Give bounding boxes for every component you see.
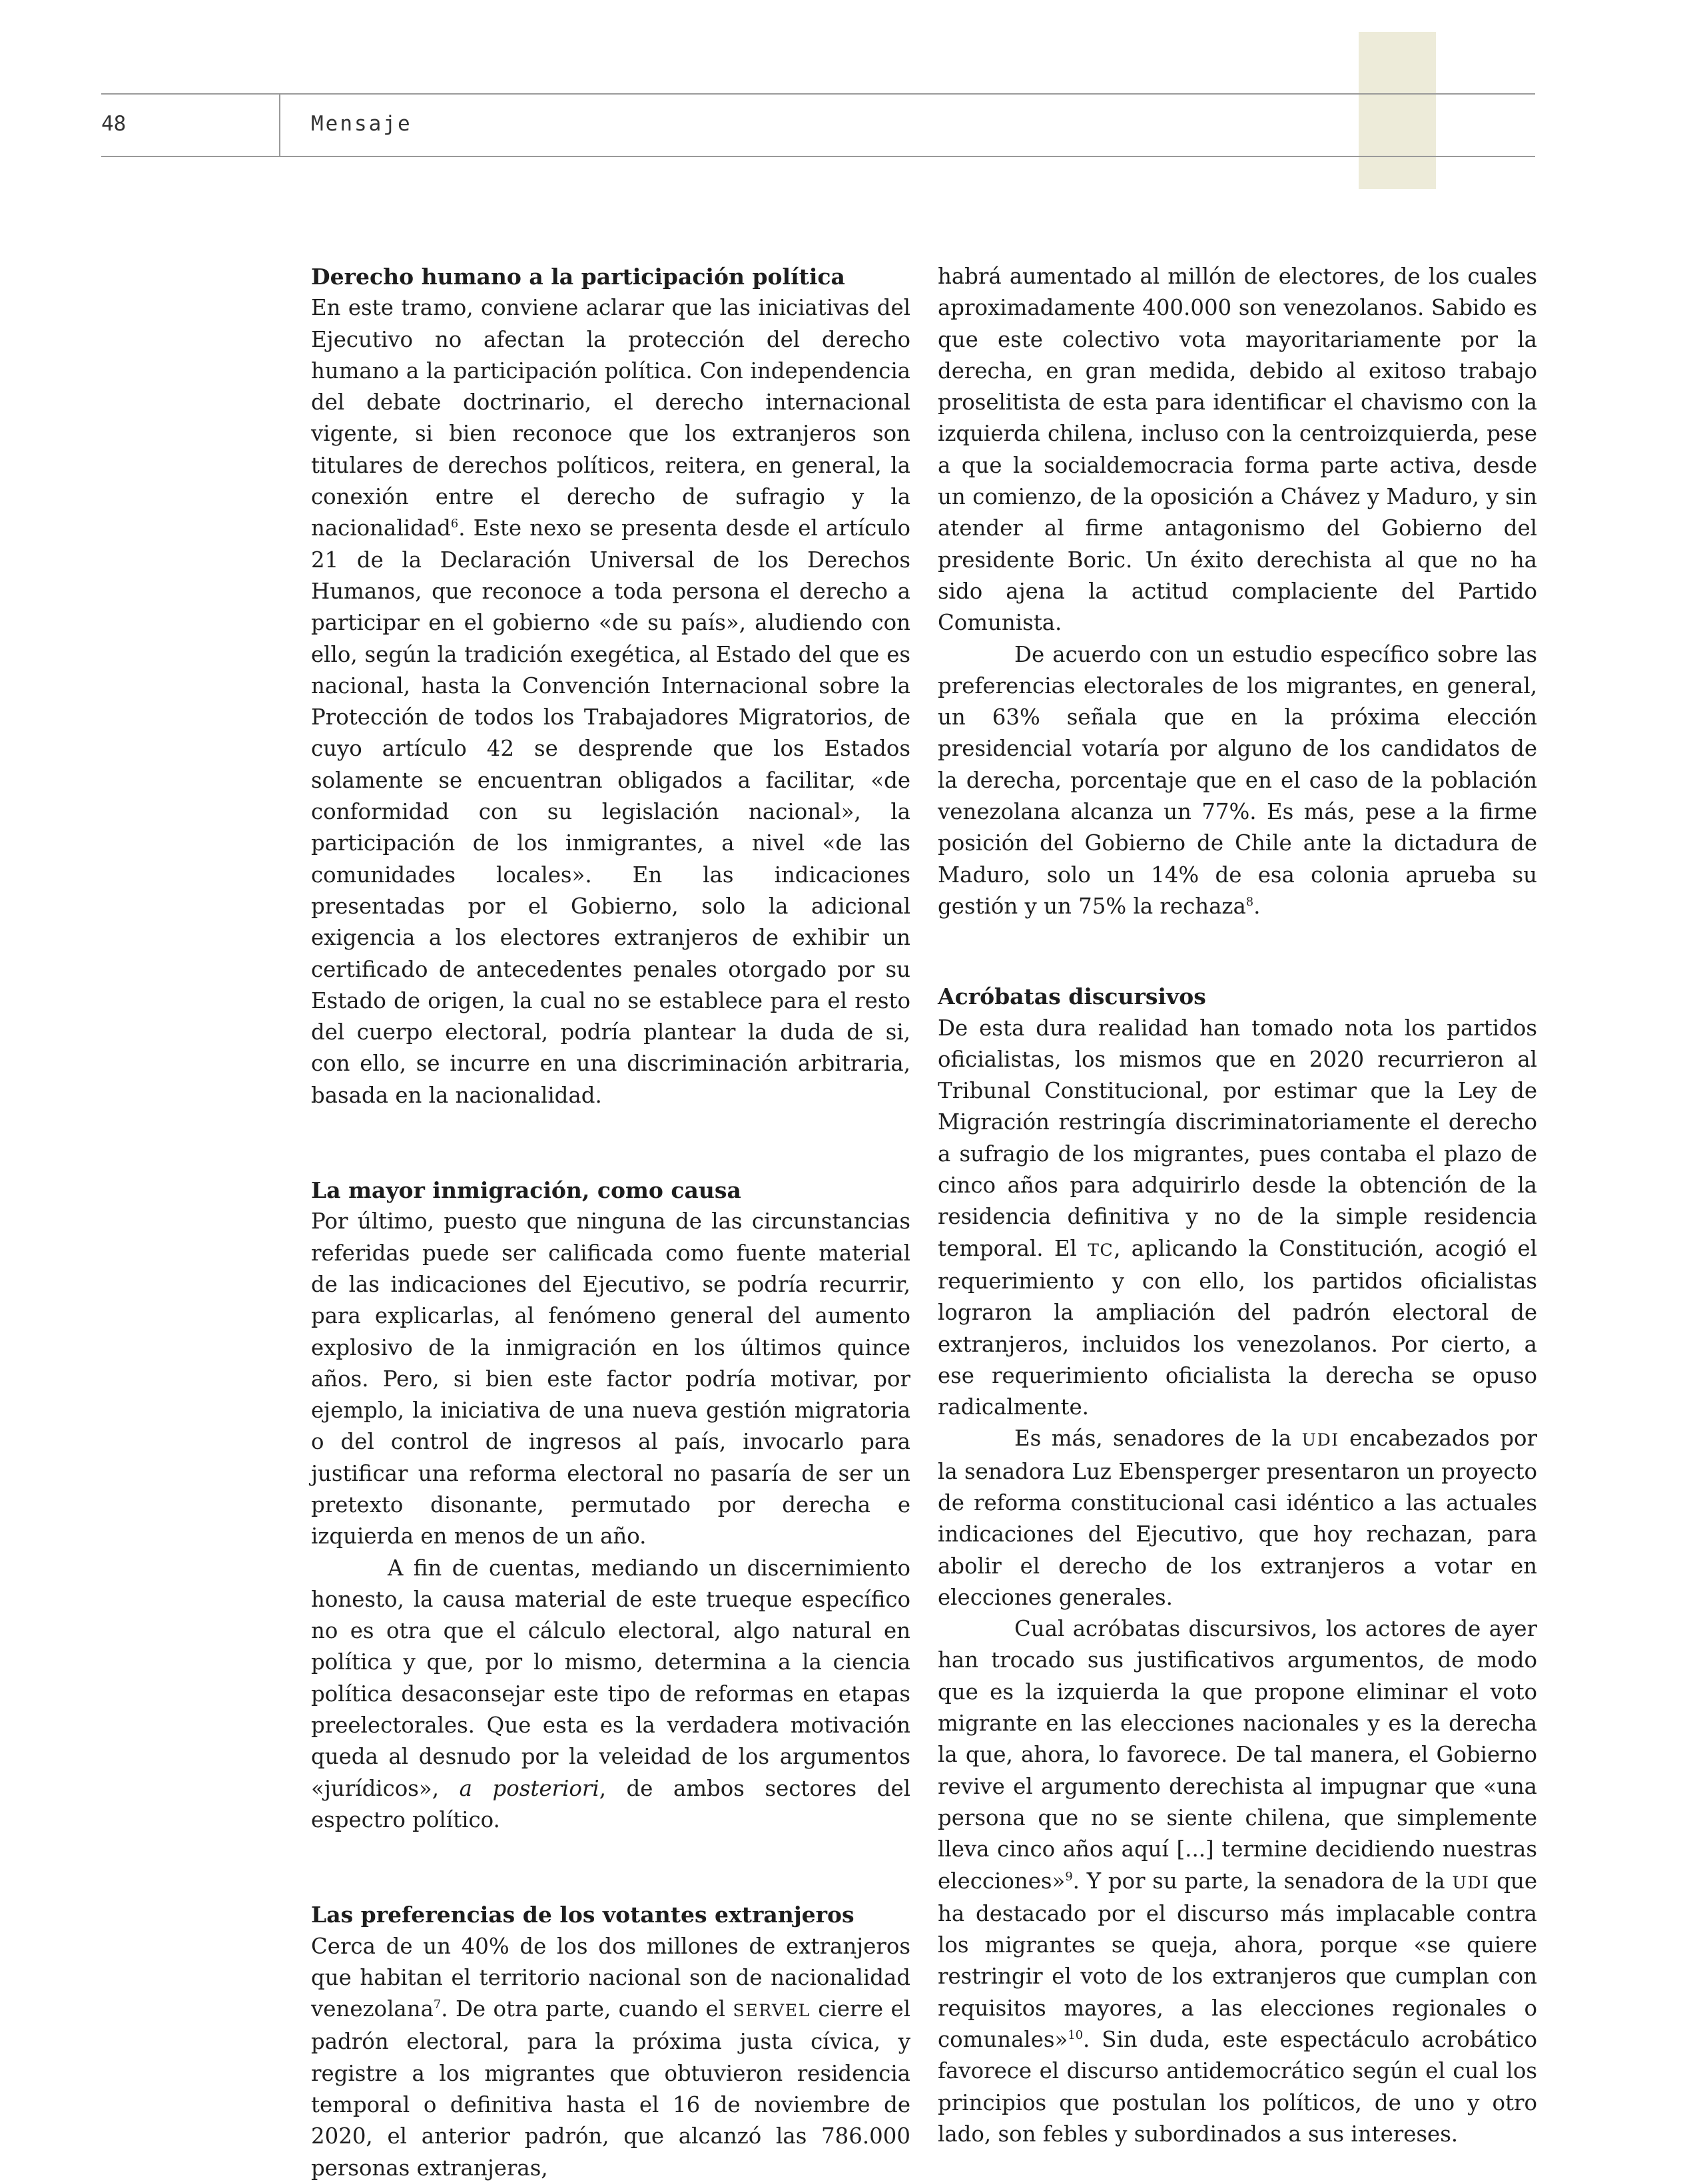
paragraph: De acuerdo con un estudio específico sobre las preferencias electorales de los migrantes, en general, un 63% señala que en la próxima elección presidencial votaría por alguno de los candidatos de la derecha, porcentaje que en el caso de la población venezolana alcanza un 77%. Es más, pese a la firme posición del Gobierno de Chile ante la dictadura de Maduro, solo un 14% de esa colonia aprueba su gestión y un 75% la rechaza$^8$.	[938, 641, 1537, 919]
heading-acrobatas-discursivos: Acróbatas discursivos	[938, 983, 1206, 1010]
section-gap	[311, 1111, 910, 1175]
footnote-ref-9[interactable]: 9	[1065, 1869, 1073, 1884]
running-header: Mensaje	[311, 112, 412, 136]
page-number: 48	[101, 112, 127, 136]
header-rule-top	[101, 93, 1535, 95]
left-column	[311, 261, 910, 2184]
section-gap	[311, 1836, 910, 1899]
header-divider	[279, 93, 280, 157]
paragraph: De esta dura realidad han tomado nota los partidos oficialistas, los mismos que en 2020 recurrieron al Tribunal Constitucional, por estimar que la Ley de Migración restringía discriminatoriamente el derecho a sufragio de los migrantes, pues contaba el plazo de cinco años para adquirirlo desde la obtención de la residencia definitiva y no de la simple residencia temporal. El TC, aplicando la Constitución, acogió el requerimiento y con ello, los partidos oficialistas lograron la ampliación del padrón electoral de extranjeros, incluidos los venezolanos. Por cierto, a ese requerimiento oficialista la derecha se opuso radicalmente.	[938, 1015, 1537, 1420]
header-rule-bottom	[101, 156, 1535, 157]
paragraph: habrá aumentado al millón de electores, de los cuales aproximadamente 400.000 son venezolanos. Sabido es que este colectivo vota mayoritariamente por la derecha, en gran medida, debido al exitoso trabajo proselitista de esta para identificar el chavismo con la izquierda chilena, incluso con la centroizquierda, pese a que la socialdemocracia forma parte activa, desde un comienzo, de la oposición a Chávez y Maduro, y sin atender al firme antagonismo del Gobierno del presidente Boric. Un éxito derechista al que no ha sido ajena la actitud complaciente del Partido Comunista.	[938, 264, 1537, 636]
heading-mayor-inmigracion: La mayor inmigración, como causa	[311, 1177, 741, 1204]
paragraph: Cerca de un 40% de los dos millones de extranjeros que habitan el territorio nacional son de nacionalidad venezolana$^7$. De otra parte, cuando el SERVEL cierre el padrón electoral, para la próxima justa cívica, y registre a los migrantes que obtuvieron residencia temporal o definitiva hasta el 16 de noviembre de 2020, el anterior padrón, que alcanzó las 786.000 personas extranjeras,	[311, 1933, 910, 2181]
paragraph: En este tramo, conviene aclarar que las iniciativas del Ejecutivo no afectan la protección del derecho humano a la participación política. Con independencia del debate doctrinario, el derecho internacional vigente, si bien reconoce que los extranjeros son titulares de derechos políticos, reitera, en general, la conexión entre el derecho de sufragio y la nacionalidad$^6$. Este nexo se presenta desde el artículo 21 de la Declaración Universal de los Derechos Humanos, que reconoce a toda persona el derecho a participar en el gobierno «de su país», aludiendo con ello, según la tradición exegética, al Estado del que es nacional, hasta la Convención Internacional sobre la Protección de todos los Trabajadores Migratorios, de cuyo artículo 42 se desprende que los Estados solamente se encuentran obligados a facilitar, «de conformidad con su legislación nacional», la participación de los inmigrantes, a nivel «de las comunidades locales». En las indicaciones presentadas por el Gobierno, solo la adicional exigencia a los electores extranjeros de exhibir un certificado de antecedentes penales otorgado por su Estado de origen, la cual no se establece para el resto del cuerpo electoral, podría plantear la duda de si, con ello, se incurre en una discriminación arbitraria, basada en la nacionalidad.	[311, 295, 910, 1108]
heading-preferencias-votantes: Las preferencias de los votantes extranjeros	[311, 1902, 854, 1928]
footnote-ref-10[interactable]: 10	[1068, 2028, 1084, 2043]
paragraph: Cual acróbatas discursivos, los actores de ayer han trocado sus justificativos argumentos, de modo que es la izquierda la que propone eliminar el voto migrante en las elecciones nacionales y es la derecha la que, ahora, lo favorece. De tal manera, el Gobierno revive el argumento derechista al impugnar que «una persona que no se siente chilena, que simplemente lleva cinco años aquí [...] termine decidiendo nuestras elecciones»$^9$. Y por su parte, la senadora de la UDI que ha destacado por el discurso más implacable contra los migrantes se queja, ahora, porque «se quiere restringir el voto de los extranjeros que cumplan con requisitos mayores, a las elecciones regionales o comunales»$^{10}$. Sin duda, este espectáculo acrobático favorece el discurso antidemocrático según el cual los principios que postulan los políticos, de uno y otro lado, son febles y subordinados a sus intereses.	[938, 1616, 1538, 2147]
section-gap	[938, 922, 1537, 981]
paragraph: Por último, puesto que ninguna de las circunstancias referidas puede ser calificada como fuente material de las indicaciones del Ejecutivo, se podría recurrir, para explicarlas, al fenómeno general del aumento explosivo de la inmigración en los últimos quince años. Pero, si bien este factor podría motivar, por ejemplo, la iniciativa de una nueva gestión migratoria o del control de ingresos al país, invocarlo para justificar una reforma electoral no pasaría de ser un pretexto disonante, permutado por derecha e izquierda en menos de un año.	[311, 1209, 910, 1549]
paragraph: Es más, senadores de la UDI encabezados por la senadora Luz Ebensperger presentaron un proyecto de reforma constitucional casi idéntico a las actuales indicaciones del Ejecutivo, que hoy rechazan, para abolir el derecho de los extranjeros a votar en elecciones generales.	[938, 1426, 1537, 1610]
heading-derecho-humano: Derecho humano a la participación política	[311, 264, 845, 290]
footnote-ref-6[interactable]: 6	[450, 517, 459, 531]
footnote-ref-8[interactable]: 8	[1245, 895, 1254, 910]
footnote-ref-7[interactable]: 7	[433, 1998, 442, 2012]
section-tab-marker	[1359, 32, 1436, 189]
paragraph: A fin de cuentas, mediando un discernimiento honesto, la causa material de este trueque específico no es otra que el cálculo electoral, algo natural en política y que, por lo mismo, determina a la ciencia política desaconsejar este tipo de reformas en etapas preelectorales. Que esta es la verdadera motivación queda al desnudo por la veleidad de los argumentos «jurídicos», a posteriori, de ambos sectores del espectro político.	[311, 1555, 910, 1832]
right-column	[938, 261, 1537, 2150]
